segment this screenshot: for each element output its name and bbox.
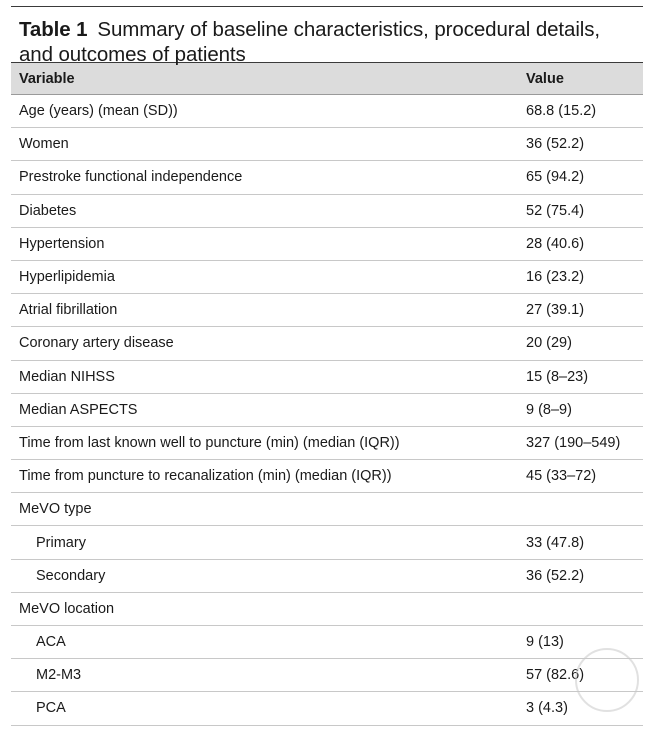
table-row [11, 493, 643, 526]
column-header-variable: Variable [19, 70, 75, 87]
table-row [11, 261, 643, 294]
table-row [11, 526, 643, 559]
cell-value: 45 (33–72) [526, 468, 597, 485]
table-row [11, 560, 643, 593]
table-body [11, 95, 643, 726]
table-row [11, 128, 643, 161]
cell-variable: Age (years) (mean (SD)) [19, 103, 178, 120]
table-label: Table 1 [19, 18, 88, 41]
cell-value: 9 (8–9) [526, 401, 572, 418]
table-row [11, 692, 643, 725]
table-row [11, 361, 643, 394]
column-header-value: Value [526, 70, 564, 87]
cell-variable: Median NIHSS [19, 368, 115, 385]
cell-variable: Primary [36, 534, 86, 551]
cell-variable: Hypertension [19, 235, 105, 252]
table-row [11, 228, 643, 261]
cell-variable: Coronary artery disease [19, 335, 174, 352]
summary-table [11, 6, 643, 726]
cell-value: 68.8 (15.2) [526, 103, 597, 120]
cell-variable: Prestroke functional independence [19, 169, 243, 186]
cell-variable: Atrial fibrillation [19, 302, 118, 319]
table-row [11, 161, 643, 194]
cell-value: 36 (52.2) [526, 567, 585, 584]
cell-value: 52 (75.4) [526, 202, 585, 219]
cell-value: 28 (40.6) [526, 235, 585, 252]
cell-variable: M2-M3 [36, 667, 82, 684]
cell-value: 20 (29) [526, 335, 572, 352]
cell-variable: Time from puncture to recanalization (min) (median (IQR)) [19, 468, 392, 485]
table-row [11, 593, 643, 626]
cell-value: 9 (13) [526, 634, 564, 651]
cell-variable: Women [19, 136, 69, 153]
table-row [11, 294, 643, 327]
cell-value: 65 (94.2) [526, 169, 585, 186]
cell-value: 3 (4.3) [526, 700, 568, 717]
cell-value: 15 (8–23) [526, 368, 589, 385]
cell-variable: PCA [36, 700, 66, 717]
cell-variable: Diabetes [19, 202, 77, 219]
table-row [11, 327, 643, 360]
table-row [11, 95, 643, 128]
cell-value: 57 (82.6) [526, 667, 585, 684]
cell-value: 16 (23.2) [526, 269, 585, 286]
cell-variable: MeVO location [19, 600, 115, 617]
cell-variable: Hyperlipidemia [19, 269, 115, 286]
cell-variable: Median ASPECTS [19, 401, 138, 418]
cell-variable: ACA [36, 634, 66, 651]
table-row [11, 626, 643, 659]
table-title: Summary of baseline characteristics, procedural details, and outcomes of patients [19, 18, 600, 66]
table-row [11, 427, 643, 460]
cell-value: 27 (39.1) [526, 302, 585, 319]
table-row [11, 195, 643, 228]
cell-variable: Secondary [36, 567, 106, 584]
cell-value: 36 (52.2) [526, 136, 585, 153]
table-caption [11, 6, 643, 66]
cell-value: 33 (47.8) [526, 534, 585, 551]
table-row [11, 659, 643, 692]
cell-variable: Time from last known well to puncture (min) (median (IQR)) [19, 434, 400, 451]
table-row [11, 394, 643, 427]
table-row [11, 460, 643, 493]
cell-variable: MeVO type [19, 501, 92, 518]
cell-value: 327 (190–549) [526, 434, 621, 451]
